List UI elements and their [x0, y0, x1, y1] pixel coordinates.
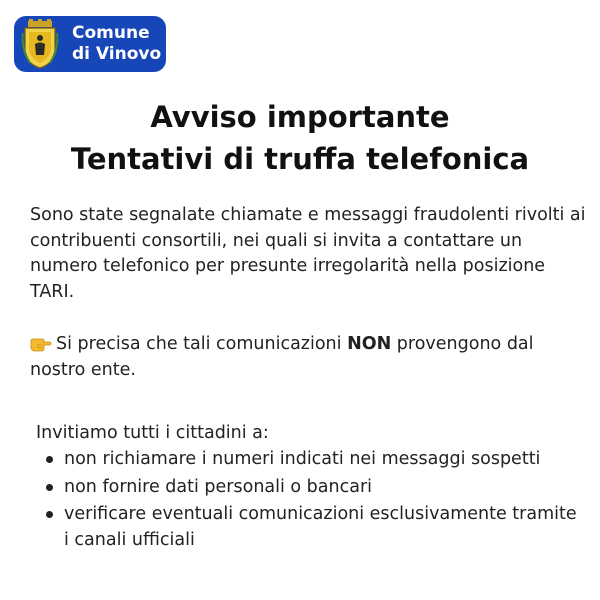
intro-text: Sono state segnalate chiamate e messaggi fraudolenti rivolti ai contribuenti consortili, nei quali si invita a contattare un numero telefonico per presunte irregolarità nella posizione TARI.	[30, 205, 586, 302]
pointing-hand-icon	[30, 334, 52, 352]
intro-paragraph	[30, 203, 590, 305]
municipality-badge	[14, 16, 166, 72]
bullet-icon	[46, 484, 53, 491]
municipality-name-line2: di Vinovo	[72, 44, 162, 64]
notice-text-after: provengono dal nostro ente.	[30, 334, 534, 380]
recommendation-text: verificare eventuali comunicazioni esclusivamente tramite i canali ufficiali	[64, 504, 577, 550]
municipality-name	[72, 23, 161, 65]
bullet-icon	[46, 511, 53, 518]
municipality-name-line1: Comune	[72, 23, 150, 43]
title-line1: Avviso importante	[150, 100, 450, 134]
invite-label: Invitiamo tutti i cittadini a:	[36, 423, 269, 443]
recommendations-list	[44, 447, 584, 555]
list-item	[44, 475, 584, 501]
bullet-icon	[46, 456, 53, 463]
coat-of-arms-icon	[20, 19, 60, 69]
notice-text-before: Si precisa che tali comunicazioni	[56, 334, 348, 354]
list-item	[44, 447, 584, 473]
notice-paragraph	[30, 332, 590, 383]
recommendation-text: non richiamare i numeri indicati nei messaggi sospetti	[64, 449, 541, 469]
page-title	[0, 96, 600, 180]
list-item	[44, 502, 584, 553]
recommendation-text: non fornire dati personali o bancari	[64, 476, 373, 497]
notice-emphasis: NON	[347, 334, 392, 354]
title-line2: Tentativi di truffa telefonica	[70, 142, 530, 176]
